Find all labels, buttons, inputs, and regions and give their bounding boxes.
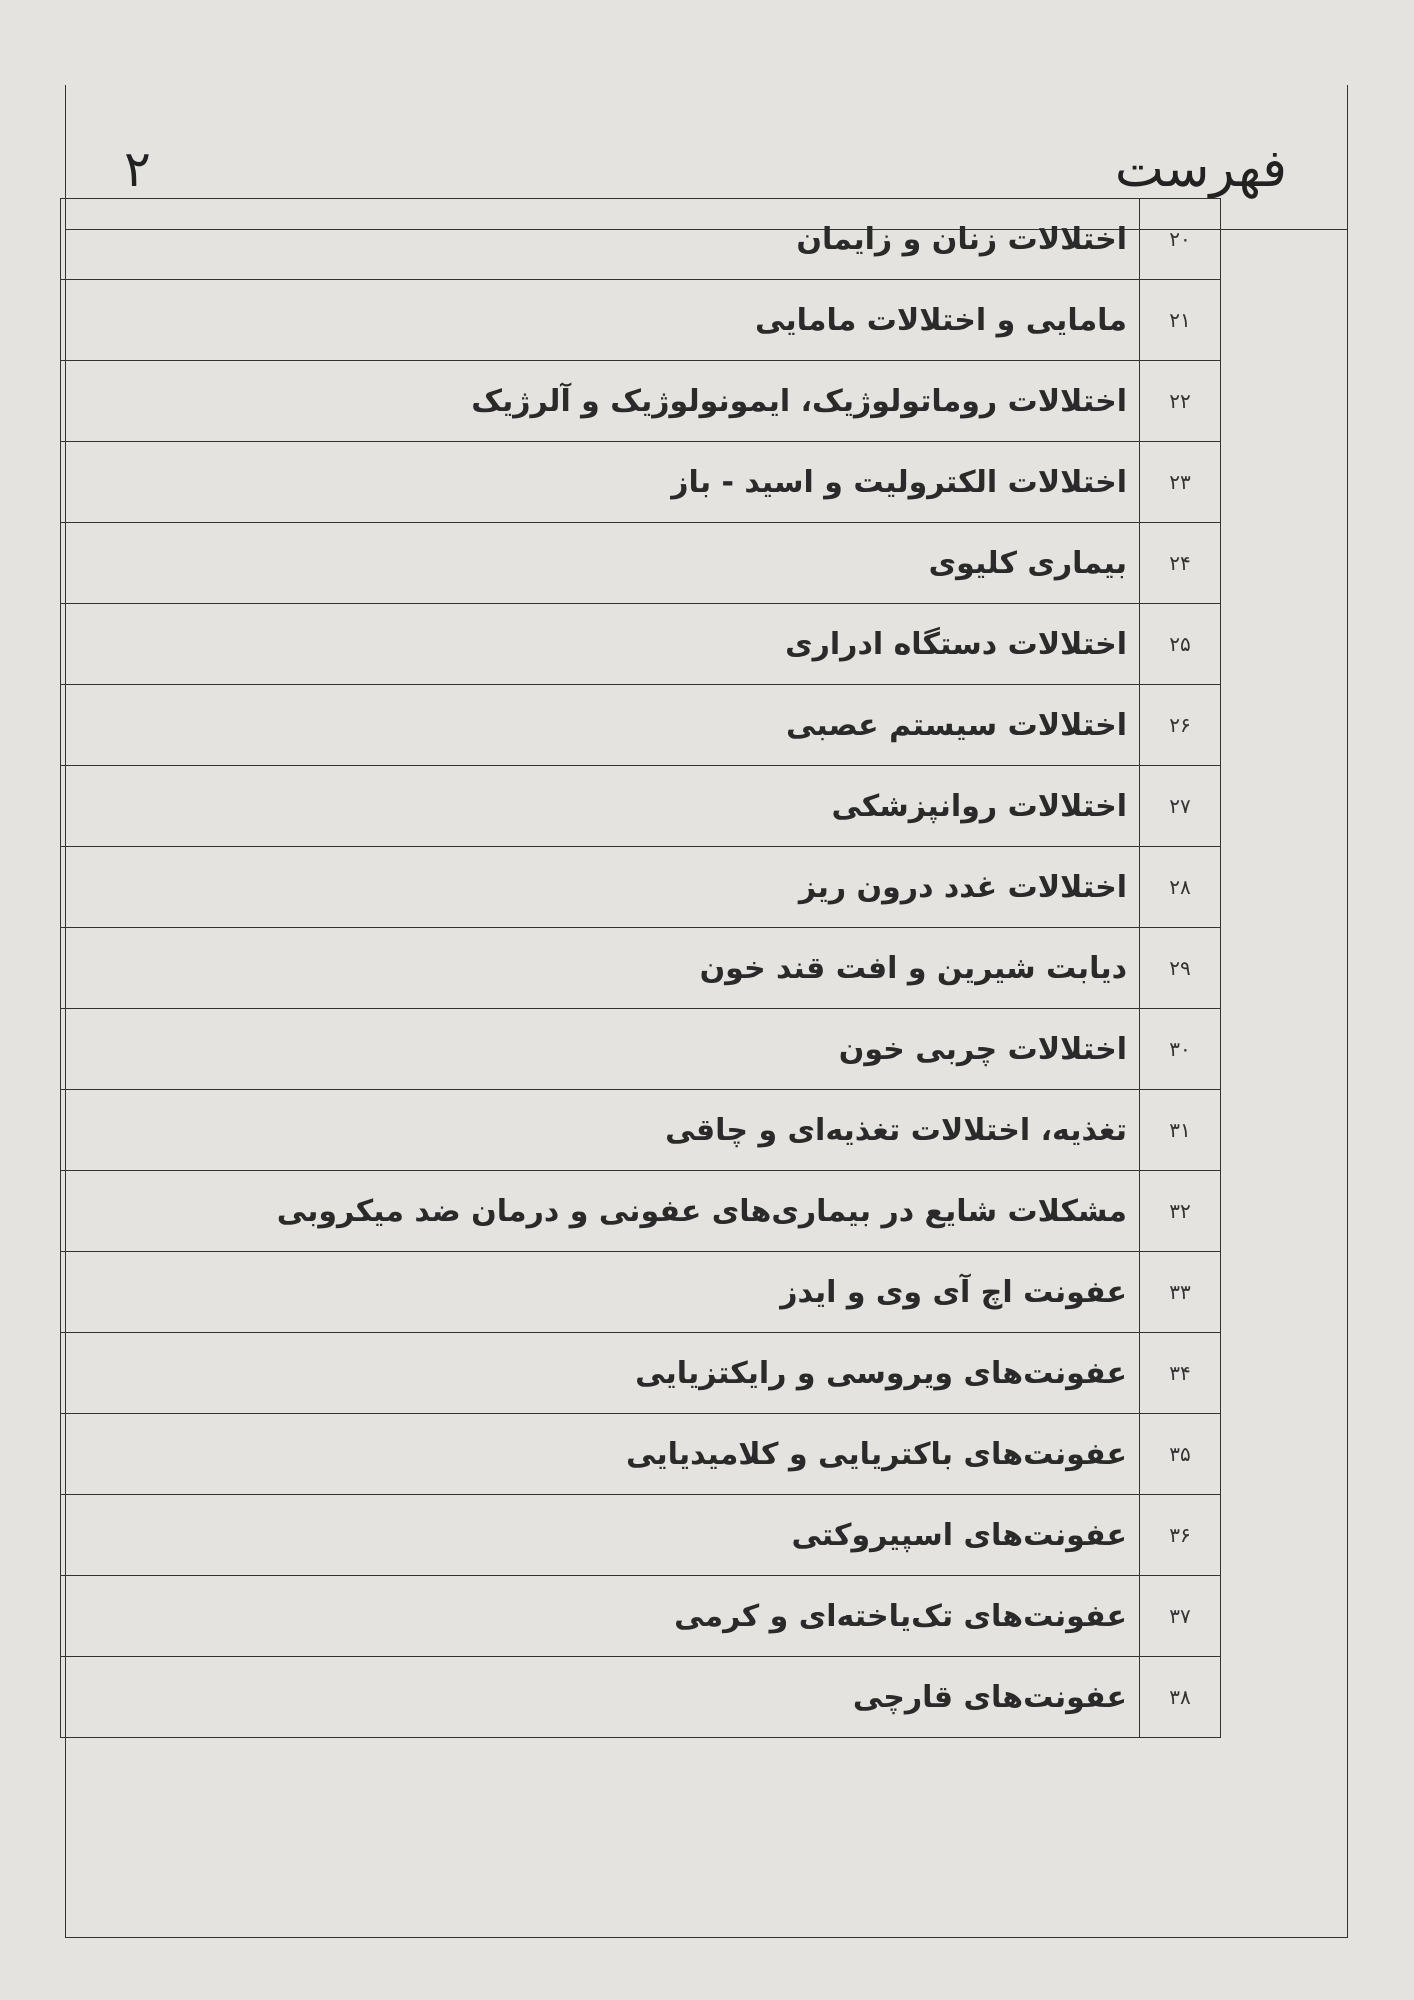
toc-chapter-number: ۲۵	[1140, 604, 1221, 685]
toc-row	[61, 280, 1221, 361]
toc-chapter-title: عفونت‌های ویروسی و رایکتزیایی	[61, 1333, 1140, 1414]
page-number: ۲	[124, 140, 151, 198]
toc-chapter-number: ۳۳	[1140, 1252, 1221, 1333]
toc-chapter-number: ۳۲	[1140, 1171, 1221, 1252]
toc-row	[61, 766, 1221, 847]
toc-row	[61, 1090, 1221, 1171]
toc-row	[61, 928, 1221, 1009]
toc-chapter-number: ۲۸	[1140, 847, 1221, 928]
toc-row	[61, 1576, 1221, 1657]
toc-chapter-title: اختلالات الکترولیت و اسید - باز	[61, 442, 1140, 523]
toc-row	[61, 1495, 1221, 1576]
toc-chapter-title: اختلالات سیستم عصبی	[61, 685, 1140, 766]
toc-chapter-title: بیماری کلیوی	[61, 523, 1140, 604]
toc-chapter-title: مشکلات شایع در بیماری‌های عفونی و درمان ضد میکروبی	[61, 1171, 1140, 1252]
toc-chapter-title: تغذیه، اختلالات تغذیه‌ای و چاقی	[61, 1090, 1140, 1171]
toc-chapter-title: عفونت اچ آی وی و ایدز	[61, 1252, 1140, 1333]
toc-row	[61, 1333, 1221, 1414]
toc-row	[61, 1657, 1221, 1738]
toc-chapter-number: ۲۹	[1140, 928, 1221, 1009]
toc-row	[61, 1171, 1221, 1252]
toc-row	[61, 442, 1221, 523]
toc-chapter-title: اختلالات روانپزشکی	[61, 766, 1140, 847]
toc-row	[61, 1252, 1221, 1333]
toc-body	[61, 199, 1221, 1738]
toc-chapter-title: عفونت‌های تک‌یاخته‌ای و کرمی	[61, 1576, 1140, 1657]
toc-chapter-title: اختلالات دستگاه ادراری	[61, 604, 1140, 685]
toc-chapter-number: ۳۴	[1140, 1333, 1221, 1414]
toc-chapter-title: دیابت شیرین و افت قند خون	[61, 928, 1140, 1009]
toc-row	[61, 523, 1221, 604]
toc-row	[61, 1009, 1221, 1090]
toc-table	[60, 198, 1221, 1738]
toc-chapter-title: اختلالات چربی خون	[61, 1009, 1140, 1090]
toc-chapter-number: ۲۳	[1140, 442, 1221, 523]
toc-chapter-number: ۳۰	[1140, 1009, 1221, 1090]
toc-row	[61, 847, 1221, 928]
toc-chapter-number: ۲۴	[1140, 523, 1221, 604]
toc-chapter-title: عفونت‌های قارچی	[61, 1657, 1140, 1738]
toc-row	[61, 199, 1221, 280]
toc-row	[61, 361, 1221, 442]
toc-chapter-number: ۳۵	[1140, 1414, 1221, 1495]
toc-row	[61, 685, 1221, 766]
page-title: فهرست	[1114, 139, 1287, 199]
toc-chapter-title: عفونت‌های اسپیروکتی	[61, 1495, 1140, 1576]
toc-chapter-number: ۳۱	[1140, 1090, 1221, 1171]
toc-chapter-title: اختلالات غدد درون ریز	[61, 847, 1140, 928]
toc-chapter-number: ۲۷	[1140, 766, 1221, 847]
toc-chapter-number: ۲۰	[1140, 199, 1221, 280]
toc-chapter-number: ۲۶	[1140, 685, 1221, 766]
toc-chapter-number: ۳۶	[1140, 1495, 1221, 1576]
toc-row	[61, 604, 1221, 685]
toc-chapter-title: مامایی و اختلالات مامایی	[61, 280, 1140, 361]
toc-chapter-number: ۲۱	[1140, 280, 1221, 361]
toc-chapter-title: اختلالات روماتولوژیک، ایمونولوژیک و آلرژیک	[61, 361, 1140, 442]
toc-row	[61, 1414, 1221, 1495]
toc-chapter-number: ۳۸	[1140, 1657, 1221, 1738]
toc-chapter-title: اختلالات زنان و زایمان	[61, 199, 1140, 280]
toc-chapter-number: ۲۲	[1140, 361, 1221, 442]
toc-chapter-number: ۳۷	[1140, 1576, 1221, 1657]
toc-chapter-title: عفونت‌های باکتریایی و کلامیدیایی	[61, 1414, 1140, 1495]
